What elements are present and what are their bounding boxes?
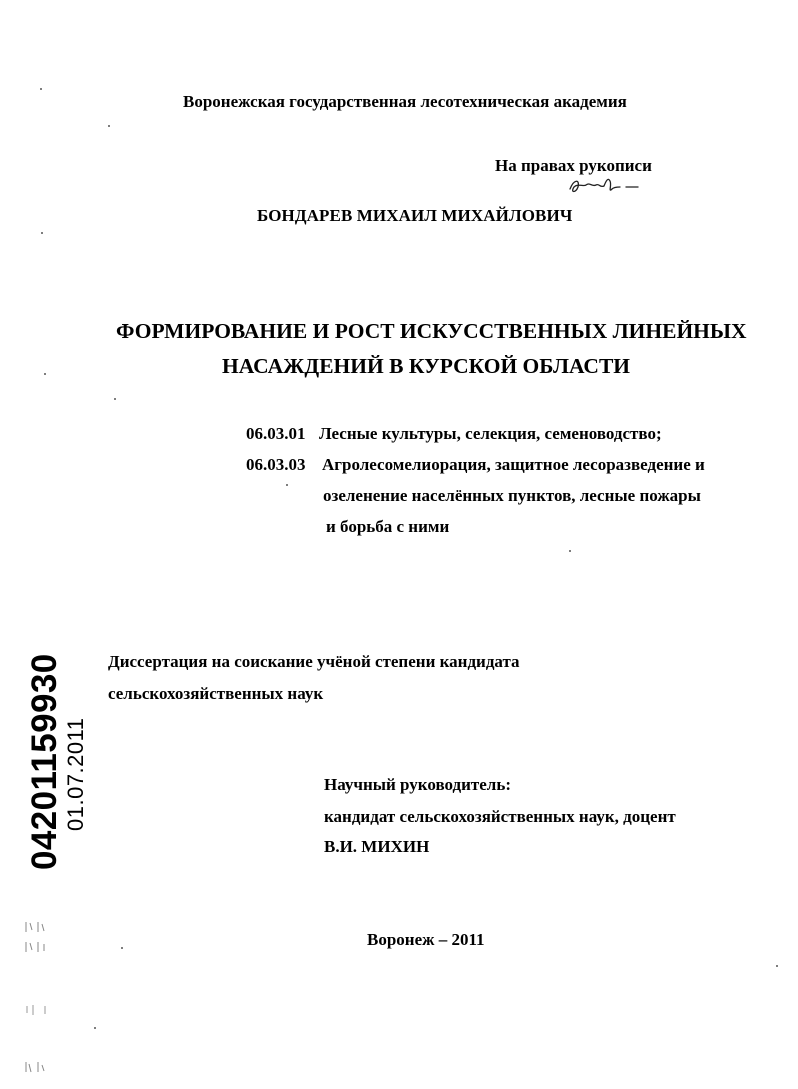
scan-mark [24, 1060, 48, 1074]
degree-statement: Диссертация на соискание учёной степени кандидата [108, 652, 520, 671]
scan-mark [24, 1003, 48, 1017]
degree-statement-continued: сельскохозяйственных наук [108, 684, 324, 703]
dissertation-title-line-2: НАСАЖДЕНИЙ В КУРСКОЙ ОБЛАСТИ [222, 354, 631, 378]
dissertation-title-line-1: ФОРМИРОВАНИЕ И РОСТ ИСКУССТВЕННЫХ ЛИНЕЙНЫХ [116, 319, 747, 343]
institution-name: Воронежская государственная лесотехническая академия [183, 92, 627, 111]
scan-speck [40, 88, 42, 90]
library-stamp-date: 01.07.2011 [63, 717, 88, 831]
scan-speck [776, 965, 778, 967]
specialty-name: Агролесомелиорация, защитное лесоразведение и [322, 455, 705, 474]
scan-mark [24, 920, 48, 934]
scan-mark [24, 940, 48, 954]
rights-notice: На правах рукописи [495, 156, 652, 175]
supervisor-name: В.И. МИХИН [324, 837, 430, 856]
specialty-name-continued: озеленение населённых пунктов, лесные пожары [323, 486, 701, 505]
scan-speck [94, 1027, 96, 1029]
signature-scribble [566, 173, 646, 199]
supervisor-label: Научный руководитель: [324, 775, 511, 794]
scan-speck [569, 550, 571, 552]
specialty-name: Лесные культуры, селекция, семеноводство; [319, 424, 662, 443]
supervisor-title: кандидат сельскохозяйственных наук, доцент [324, 807, 676, 826]
scan-speck [121, 947, 123, 949]
specialty-code: 06.03.01 [246, 424, 306, 443]
specialty-code: 06.03.03 [246, 455, 306, 474]
city-year: Воронеж – 2011 [367, 930, 485, 949]
scan-speck [286, 484, 288, 486]
author-name: БОНДАРЕВ МИХАИЛ МИХАЙЛОВИЧ [257, 206, 573, 225]
library-stamp-number: 04201159930 [25, 653, 64, 870]
specialty-name-continued: и борьба с ними [326, 517, 450, 536]
scan-speck [41, 232, 43, 234]
scan-speck [108, 125, 110, 127]
scan-speck [114, 398, 116, 400]
scan-speck [44, 373, 46, 375]
